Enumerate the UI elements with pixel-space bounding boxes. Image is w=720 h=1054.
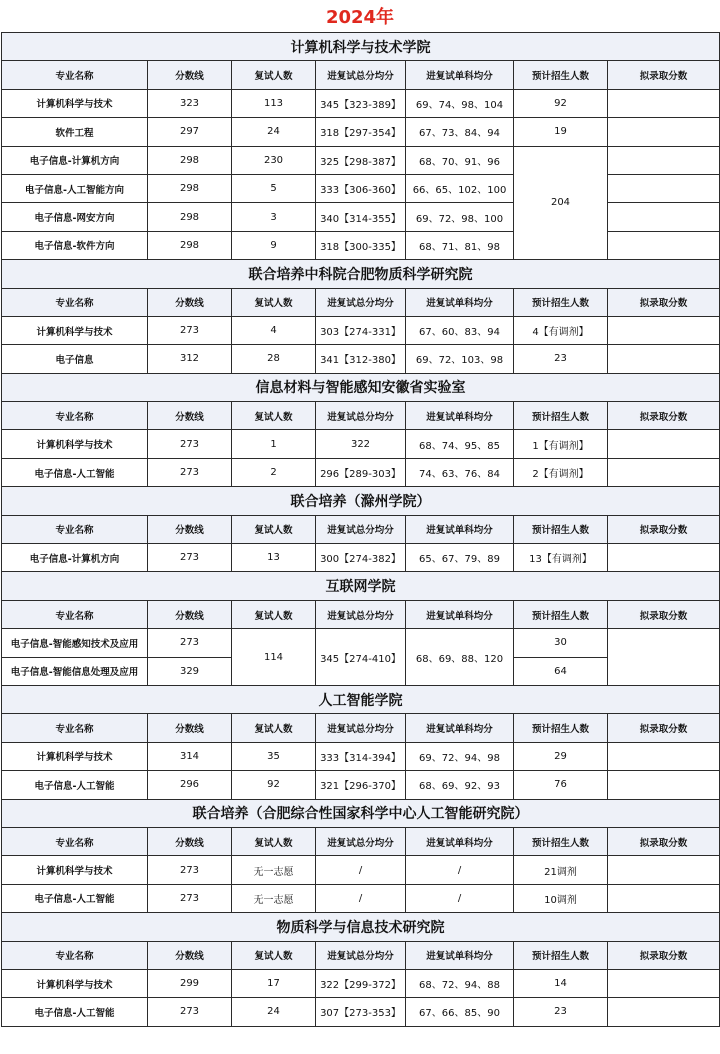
section-title-row [2, 799, 720, 827]
retest-count-cell: 5 [232, 174, 316, 202]
admit-score-cell [608, 316, 720, 344]
column-header: 分数线 [148, 941, 232, 969]
cutoff-cell: 298 [148, 231, 232, 259]
major-cell: 电子信息-计算机方向 [2, 146, 148, 174]
section-title: 物质科学与信息技术研究院 [2, 913, 720, 941]
table-row [2, 998, 720, 1026]
column-header: 专业名称 [2, 515, 148, 543]
cutoff-cell: 298 [148, 174, 232, 202]
major-cell: 电子信息-人工智能方向 [2, 174, 148, 202]
table-row [2, 771, 720, 799]
cutoff-cell: 323 [148, 89, 232, 117]
plan-count-cell: 23 [514, 998, 608, 1026]
plan-count-cell: 2【有调剂】 [514, 458, 608, 486]
admit-score-cell [608, 629, 720, 686]
table-row [2, 231, 720, 259]
page-title: 2024年 [325, 7, 395, 28]
column-header: 拟录取分数 [608, 515, 720, 543]
plan-count-cell: 64 [514, 657, 608, 685]
column-header-row [2, 827, 720, 855]
retest-count-cell: 113 [232, 89, 316, 117]
single-avg-cell: 67、60、83、94 [406, 316, 514, 344]
total-avg-cell: / [316, 884, 406, 912]
column-header: 专业名称 [2, 402, 148, 430]
single-avg-cell: 68、70、91、96 [406, 146, 514, 174]
total-avg-cell: 325【298-387】 [316, 146, 406, 174]
column-header: 进复试单科均分 [406, 714, 514, 742]
single-avg-cell: 66、65、102、100 [406, 174, 514, 202]
section-title: 计算机科学与技术学院 [2, 33, 720, 61]
cutoff-cell: 273 [148, 316, 232, 344]
column-header: 分数线 [148, 714, 232, 742]
major-cell: 电子信息-计算机方向 [2, 544, 148, 572]
plan-count-cell: 1【有调剂】 [514, 430, 608, 458]
table-row [2, 544, 720, 572]
column-header: 复试人数 [232, 941, 316, 969]
section-title-row [2, 373, 720, 401]
column-header: 复试人数 [232, 827, 316, 855]
column-header: 预计招生人数 [514, 827, 608, 855]
column-header: 进复试单科均分 [406, 61, 514, 89]
total-avg-cell: 318【297-354】 [316, 118, 406, 146]
total-avg-cell: 303【274-331】 [316, 316, 406, 344]
plan-count-cell: 21调剂 [514, 856, 608, 884]
plan-count-cell: 4【有调剂】 [514, 316, 608, 344]
cutoff-cell: 273 [148, 629, 232, 657]
column-header: 进复试总分均分 [316, 714, 406, 742]
total-avg-cell: 318【300-335】 [316, 231, 406, 259]
cutoff-cell: 299 [148, 969, 232, 997]
plan-count-cell: 92 [514, 89, 608, 117]
single-avg-cell: 69、72、94、98 [406, 742, 514, 770]
table-row [2, 146, 720, 174]
table-row [2, 969, 720, 997]
major-cell: 计算机科学与技术 [2, 969, 148, 997]
single-avg-cell: / [406, 884, 514, 912]
column-header-row [2, 515, 720, 543]
column-header: 进复试单科均分 [406, 515, 514, 543]
column-header: 进复试总分均分 [316, 402, 406, 430]
column-header: 拟录取分数 [608, 61, 720, 89]
major-cell: 软件工程 [2, 118, 148, 146]
column-header-row [2, 61, 720, 89]
column-header: 复试人数 [232, 61, 316, 89]
cutoff-cell: 273 [148, 856, 232, 884]
retest-count-cell: 17 [232, 969, 316, 997]
major-cell: 计算机科学与技术 [2, 856, 148, 884]
retest-count-cell: 4 [232, 316, 316, 344]
column-header: 复试人数 [232, 515, 316, 543]
total-avg-cell: 322【299-372】 [316, 969, 406, 997]
retest-count-cell: 230 [232, 146, 316, 174]
column-header: 专业名称 [2, 61, 148, 89]
single-avg-cell: 68、74、95、85 [406, 430, 514, 458]
column-header: 预计招生人数 [514, 402, 608, 430]
total-avg-cell: 333【314-394】 [316, 742, 406, 770]
table-row [2, 856, 720, 884]
column-header-row [2, 941, 720, 969]
admit-score-cell [608, 89, 720, 117]
column-header: 预计招生人数 [514, 941, 608, 969]
total-avg-cell: 341【312-380】 [316, 345, 406, 373]
major-cell: 电子信息-人工智能 [2, 884, 148, 912]
column-header: 分数线 [148, 288, 232, 316]
column-header: 预计招生人数 [514, 600, 608, 628]
plan-count-cell: 76 [514, 771, 608, 799]
table-row [2, 458, 720, 486]
column-header: 拟录取分数 [608, 714, 720, 742]
retest-count-cell: 92 [232, 771, 316, 799]
column-header: 预计招生人数 [514, 288, 608, 316]
table-row [2, 742, 720, 770]
single-avg-cell: 69、74、98、104 [406, 89, 514, 117]
section-title-row [2, 487, 720, 515]
single-avg-cell: / [406, 856, 514, 884]
admit-score-cell [608, 771, 720, 799]
table-row [2, 203, 720, 231]
total-avg-cell: 345【323-389】 [316, 89, 406, 117]
cutoff-cell: 273 [148, 544, 232, 572]
major-cell: 电子信息-人工智能 [2, 771, 148, 799]
column-header: 复试人数 [232, 714, 316, 742]
plan-count-cell: 10调剂 [514, 884, 608, 912]
plan-count-cell: 19 [514, 118, 608, 146]
column-header-row [2, 288, 720, 316]
column-header: 进复试单科均分 [406, 288, 514, 316]
column-header: 专业名称 [2, 941, 148, 969]
column-header: 专业名称 [2, 600, 148, 628]
cutoff-cell: 273 [148, 430, 232, 458]
column-header: 分数线 [148, 402, 232, 430]
column-header: 进复试单科均分 [406, 827, 514, 855]
column-header-row [2, 402, 720, 430]
admit-score-cell [608, 118, 720, 146]
table-row [2, 629, 720, 657]
plan-count-cell: 30 [514, 629, 608, 657]
plan-count-cell: 13【有调剂】 [514, 544, 608, 572]
table-row [2, 89, 720, 117]
total-avg-cell: 322 [316, 430, 406, 458]
total-avg-cell: 345【274-410】 [316, 629, 406, 686]
single-avg-cell: 65、67、79、89 [406, 544, 514, 572]
column-header-row [2, 714, 720, 742]
major-cell: 电子信息-人工智能 [2, 458, 148, 486]
cutoff-cell: 312 [148, 345, 232, 373]
cutoff-cell: 329 [148, 657, 232, 685]
table-row [2, 174, 720, 202]
total-avg-cell: 300【274-382】 [316, 544, 406, 572]
total-avg-cell: 333【306-360】 [316, 174, 406, 202]
single-avg-cell: 68、72、94、88 [406, 969, 514, 997]
major-cell: 电子信息 [2, 345, 148, 373]
table-row [2, 430, 720, 458]
retest-count-cell: 13 [232, 544, 316, 572]
retest-count-cell: 24 [232, 118, 316, 146]
section-title: 联合培养中科院合肥物质科学研究院 [2, 260, 720, 288]
section-title-row [2, 260, 720, 288]
column-header: 拟录取分数 [608, 402, 720, 430]
column-header: 专业名称 [2, 827, 148, 855]
table-row [2, 345, 720, 373]
total-avg-cell: 296【289-303】 [316, 458, 406, 486]
column-header: 进复试单科均分 [406, 600, 514, 628]
cutoff-cell: 297 [148, 118, 232, 146]
cutoff-cell: 298 [148, 146, 232, 174]
single-avg-cell: 67、66、85、90 [406, 998, 514, 1026]
column-header: 进复试总分均分 [316, 827, 406, 855]
single-avg-cell: 69、72、103、98 [406, 345, 514, 373]
column-header: 复试人数 [232, 600, 316, 628]
section-title: 信息材料与智能感知安徽省实验室 [2, 373, 720, 401]
section-title: 联合培养（合肥综合性国家科学中心人工智能研究院） [2, 799, 720, 827]
single-avg-cell: 69、72、98、100 [406, 203, 514, 231]
cutoff-cell: 273 [148, 458, 232, 486]
column-header: 分数线 [148, 600, 232, 628]
total-avg-cell: 321【296-370】 [316, 771, 406, 799]
total-avg-cell: 307【273-353】 [316, 998, 406, 1026]
column-header: 进复试总分均分 [316, 515, 406, 543]
column-header: 分数线 [148, 515, 232, 543]
major-cell: 计算机科学与技术 [2, 742, 148, 770]
column-header: 进复试单科均分 [406, 941, 514, 969]
single-avg-cell: 68、69、88、120 [406, 629, 514, 686]
admit-score-cell [608, 544, 720, 572]
column-header: 进复试单科均分 [406, 402, 514, 430]
cutoff-cell: 296 [148, 771, 232, 799]
column-header: 分数线 [148, 61, 232, 89]
column-header: 拟录取分数 [608, 600, 720, 628]
retest-count-cell: 3 [232, 203, 316, 231]
major-cell: 计算机科学与技术 [2, 430, 148, 458]
admit-score-cell [608, 969, 720, 997]
section-title: 互联网学院 [2, 572, 720, 600]
admit-score-cell [608, 856, 720, 884]
admit-score-cell [608, 146, 720, 174]
column-header: 进复试总分均分 [316, 288, 406, 316]
major-cell: 计算机科学与技术 [2, 89, 148, 117]
cutoff-cell: 273 [148, 998, 232, 1026]
table-row [2, 118, 720, 146]
admit-score-cell [608, 345, 720, 373]
column-header: 预计招生人数 [514, 515, 608, 543]
cutoff-cell: 273 [148, 884, 232, 912]
admit-score-cell [608, 430, 720, 458]
column-header: 复试人数 [232, 288, 316, 316]
major-cell: 电子信息-软件方向 [2, 231, 148, 259]
table-row [2, 316, 720, 344]
admit-score-cell [608, 231, 720, 259]
plan-count-cell: 29 [514, 742, 608, 770]
section-title-row [2, 572, 720, 600]
major-cell: 电子信息-网安方向 [2, 203, 148, 231]
column-header: 拟录取分数 [608, 288, 720, 316]
retest-count-cell: 1 [232, 430, 316, 458]
single-avg-cell: 67、73、84、94 [406, 118, 514, 146]
admit-score-cell [608, 742, 720, 770]
column-header: 进复试总分均分 [316, 61, 406, 89]
retest-count-cell: 无一志愿 [232, 856, 316, 884]
column-header: 进复试总分均分 [316, 941, 406, 969]
admit-score-cell [608, 884, 720, 912]
admit-score-cell [608, 174, 720, 202]
plan-count-cell: 14 [514, 969, 608, 997]
major-cell: 电子信息-智能感知技术及应用 [2, 629, 148, 657]
major-cell: 计算机科学与技术 [2, 316, 148, 344]
major-cell: 电子信息-智能信息处理及应用 [2, 657, 148, 685]
total-avg-cell: / [316, 856, 406, 884]
column-header: 复试人数 [232, 402, 316, 430]
section-title: 联合培养（滁州学院） [2, 487, 720, 515]
single-avg-cell: 68、71、81、98 [406, 231, 514, 259]
retest-count-cell: 9 [232, 231, 316, 259]
column-header: 预计招生人数 [514, 714, 608, 742]
plan-count-cell: 204 [514, 146, 608, 260]
retest-count-cell: 35 [232, 742, 316, 770]
section-title-row [2, 33, 720, 61]
admit-score-cell [608, 203, 720, 231]
retest-count-cell: 24 [232, 998, 316, 1026]
section-title: 人工智能学院 [2, 685, 720, 713]
column-header: 专业名称 [2, 288, 148, 316]
column-header: 进复试总分均分 [316, 600, 406, 628]
major-cell: 电子信息-人工智能 [2, 998, 148, 1026]
section-title-row [2, 913, 720, 941]
retest-count-cell: 114 [232, 629, 316, 686]
single-avg-cell: 68、69、92、93 [406, 771, 514, 799]
column-header: 分数线 [148, 827, 232, 855]
retest-count-cell: 2 [232, 458, 316, 486]
retest-count-cell: 28 [232, 345, 316, 373]
admit-score-cell [608, 998, 720, 1026]
admit-score-cell [608, 458, 720, 486]
cutoff-cell: 314 [148, 742, 232, 770]
column-header: 拟录取分数 [608, 827, 720, 855]
admission-table [1, 32, 720, 1027]
column-header: 专业名称 [2, 714, 148, 742]
cutoff-cell: 298 [148, 203, 232, 231]
column-header: 预计招生人数 [514, 61, 608, 89]
table-row [2, 884, 720, 912]
plan-count-cell: 23 [514, 345, 608, 373]
total-avg-cell: 340【314-355】 [316, 203, 406, 231]
section-title-row [2, 685, 720, 713]
single-avg-cell: 74、63、76、84 [406, 458, 514, 486]
column-header-row [2, 600, 720, 628]
column-header: 拟录取分数 [608, 941, 720, 969]
retest-count-cell: 无一志愿 [232, 884, 316, 912]
